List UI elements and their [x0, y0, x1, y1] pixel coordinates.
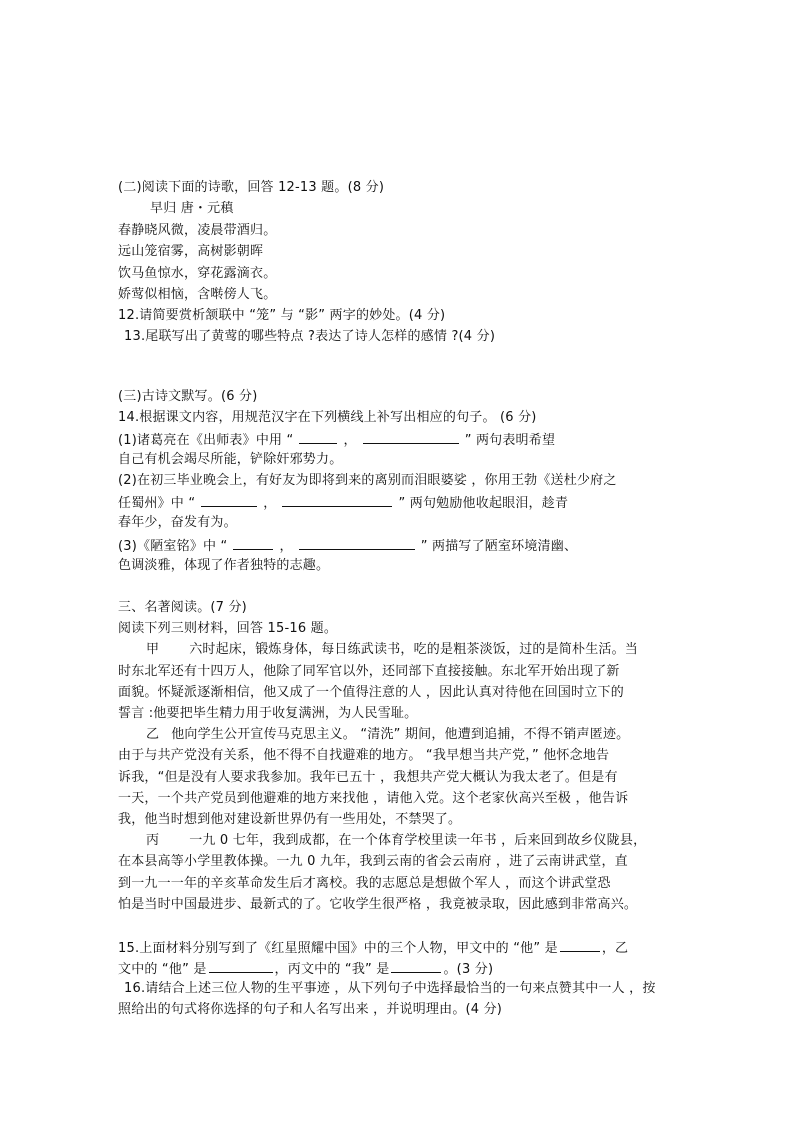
poem-line: 娇莺似相恼，含啭傍人飞。	[118, 287, 277, 302]
answer-blank[interactable]	[282, 494, 392, 507]
material-bing-line1: 丙 一九 0 七年，我到成都，在一个体育学校里读一年书 ，后来回到故乡仪陇县，	[146, 833, 647, 848]
material-jia-line4: 誓言 :他要把毕生精力用于收复满洲，为人民雪耻。	[118, 706, 418, 721]
material-yi-line5: 我，他当时想到他对建设新世界仍有一些用处，不禁哭了。	[118, 812, 462, 827]
material-jia-line3: 面貌。怀疑派逐渐相信，他又成了一个值得注意的人 ，因此认真对待他在回国时立下的	[118, 685, 624, 700]
dictation-item-2-line2	[118, 494, 568, 512]
question-16-line2: 照给出的句式将你选择的句子和人名写出来 ，并说明理由。(4 分)	[118, 1002, 503, 1017]
section3-heading: (三)古诗文默写。(6 分)	[118, 389, 258, 404]
answer-blank[interactable]	[299, 431, 337, 444]
part3-intro: 阅读下列三则材料，回答 15-16 题。	[118, 621, 338, 636]
dictation-item-2-cont: 春年少，奋发有为。	[118, 515, 237, 530]
dictation-item-3-cont: 色调淡雅，体现了作者独特的志趣。	[118, 558, 330, 573]
material-yi-line4: 一天，一个共产党员到他避难的地方来找他 ，请他入党。这个老家伙高兴至极 ，他告诉	[118, 791, 629, 806]
question-16-line1: 16.请结合上述三位人物的生平事迹 ，从下列句子中选择最恰当的一句来点赞其中一人 ，按	[124, 981, 656, 996]
item2-suffix: ” 两句勉励他收起眼泪，趁青	[398, 496, 569, 511]
item2-prefix: 任蜀州》中 “	[118, 496, 196, 511]
material-bing-label: 丙	[146, 833, 160, 848]
material-yi-line2: 由于与共产党没有关系，他不得不自找避难的地方。 “我早想当共产党，” 他怀念地告	[118, 748, 610, 763]
dictation-item-3	[118, 537, 577, 555]
poem-line: 饮马鱼惊水，穿花露滴衣。	[118, 266, 277, 281]
material-jia-line2: 时东北军还有十四万人，他除了同军官以外，还同部下直接接触。东北军开始出现了新	[118, 664, 620, 679]
part3-heading: 三、名著阅读。(7 分)	[118, 600, 247, 615]
answer-blank[interactable]	[201, 494, 257, 507]
answer-blank[interactable]	[560, 939, 600, 952]
material-bing-line2: 在本县高等小学里教体操。一九 0 九年，我到云南的省会云南府 ，进了云南讲武堂，直	[118, 854, 628, 869]
answer-blank[interactable]	[363, 431, 459, 444]
poem-line: 春静晓风微，凌晨带酒归。	[118, 223, 277, 238]
material-yi-label: 乙	[146, 727, 160, 742]
question-15-line1: 15.上面材料分别写到了《红星照耀中国》中的三个人物，甲文中的 “他” 是 ，乙	[118, 941, 629, 956]
dictation-item-1-cont: 自己有机会竭尽所能，铲除奸邪势力。	[118, 452, 343, 467]
item1-comma: ，	[343, 433, 357, 448]
question-13: 13.尾联写出了黄莺的哪些特点 ?表达了诗人怎样的感情 ?(4 分)	[124, 329, 496, 344]
item1-suffix: ” 两句表明希望	[464, 433, 556, 448]
dictation-item-2: (2)在初三毕业晚会上，有好友为即将到来的离别而泪眼婆娑 ，你用王勃《送杜少府之	[118, 473, 617, 488]
material-yi-line1: 乙 他向学生公开宣传马克思主义。 “清洗” 期间，他遭到追捕，不得不销声匿迹。	[146, 727, 630, 742]
material-jia-line1: 甲 六时起床，锻炼身体，每日练武读书，吃的是粗茶淡饭，过的是简朴生活。当	[146, 642, 639, 657]
item2-comma: ，	[263, 496, 277, 511]
item3-prefix: (3)《陋室铭》中 “	[118, 539, 228, 554]
poem-title: 早归 唐・元稹	[150, 201, 234, 216]
answer-blank[interactable]	[209, 960, 273, 973]
question-12: 12.请简要赏析颔联中 “笼” 与 “影” 两字的妙处。(4 分)	[118, 308, 446, 323]
material-yi-line3: 诉我，“但是没有人要求我参加。我年已五十 ，我想共产党大概认为我太老了。但是有	[118, 770, 618, 785]
question-14: 14.根据课文内容，用规范汉字在下列横线上补写出相应的句子。 (6 分)	[118, 410, 537, 425]
item3-suffix: ” 两描写了陋室环境清幽、	[420, 539, 578, 554]
material-bing-line4: 怕是当时中国最进步、最新式的了。它收学生很严格 ，我竟被录取，因此感到非常高兴。	[118, 897, 638, 912]
answer-blank[interactable]	[299, 537, 415, 550]
question-15-line2: 文中的 “他” 是 ，丙文中的 “我” 是 。(3 分)	[118, 962, 494, 977]
material-jia-label: 甲	[146, 642, 160, 657]
answer-blank[interactable]	[233, 537, 273, 550]
poem-line: 远山笼宿雾，高树影朝晖	[118, 244, 264, 259]
material-bing-line3: 到一九一一年的辛亥革命发生后才离校。我的志愿总是想做个军人 ，而这个讲武堂恐	[118, 876, 611, 891]
item1-prefix: (1)诸葛亮在《出师表》中用 “	[118, 433, 294, 448]
answer-blank[interactable]	[391, 960, 441, 973]
dictation-item-1	[118, 431, 555, 449]
item3-comma: ，	[279, 539, 293, 554]
section2-heading: (二)阅读下面的诗歌，回答 12-13 题。(8 分)	[118, 180, 385, 195]
